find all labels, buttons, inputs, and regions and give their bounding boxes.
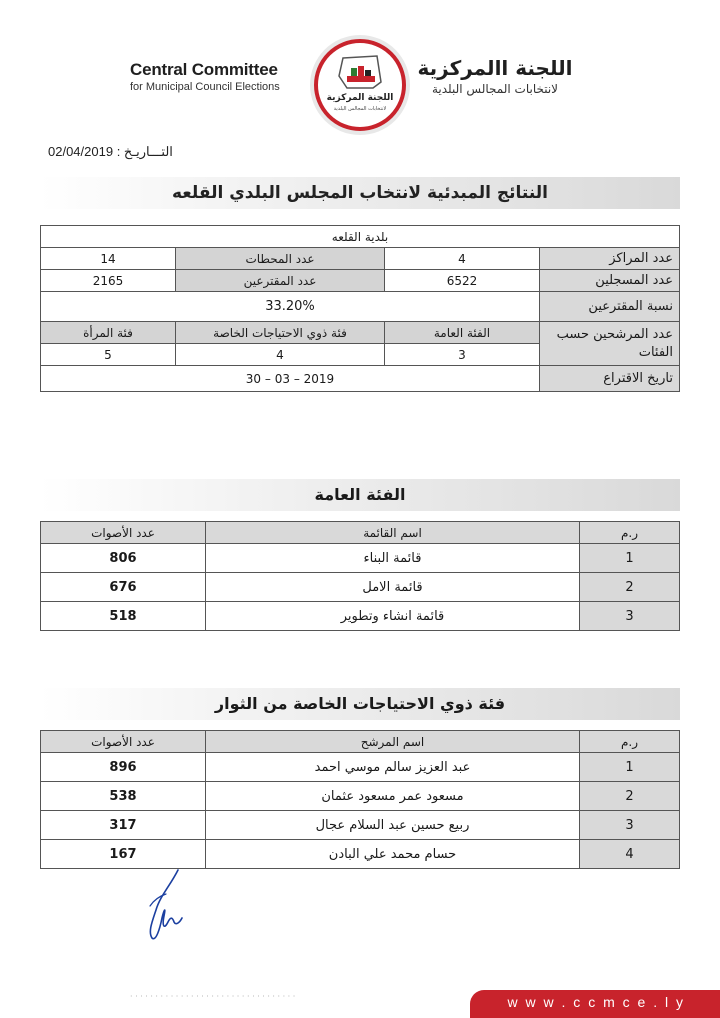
turnout-label: نسبة المقترعين	[540, 292, 680, 322]
english-title-line1: Central Committee	[130, 60, 278, 79]
vote-count: 538	[41, 782, 206, 811]
arabic-title-line2: لانتخابات المجالس البلدية	[431, 82, 559, 96]
footer-website: w w w . c c m c e . l y	[507, 994, 685, 1010]
table-row	[41, 602, 680, 631]
vote-count: 317	[41, 811, 206, 840]
list-name: قائمة انشاء وتطوير	[206, 602, 580, 631]
vote-count: 518	[41, 602, 206, 631]
table-row	[41, 811, 680, 840]
centers-value: 4	[385, 248, 540, 270]
stations-label: عدد المحطات	[176, 248, 385, 270]
candidate-name: ربيع حسين عبد السلام عجال	[206, 811, 580, 840]
document-date: التـــاريـخ : 02/04/2019	[48, 144, 173, 159]
english-title-line2: for Municipal Council Elections	[130, 81, 280, 93]
category-special-label: فئة ذوي الاحتياجات الخاصة	[176, 322, 385, 344]
general-col-name: اسم القائمة	[206, 522, 580, 544]
decorative-dots: · · · · · · · · · · · · · · · · · · · · · · · · · · · · · · · · ·	[130, 992, 296, 1001]
special-col-votes: عدد الأصوات	[41, 731, 206, 753]
voters-label: عدد المقترعين	[176, 270, 385, 292]
general-results-table	[40, 521, 680, 631]
table-row	[41, 782, 680, 811]
row-number: 3	[580, 811, 680, 840]
general-col-votes: عدد الأصوات	[41, 522, 206, 544]
vote-date-label: تاريخ الاقتراع	[540, 366, 680, 392]
vote-date-value: 2019 – 03 – 30	[41, 366, 540, 392]
candidate-name: حسام محمد علي البادن	[206, 840, 580, 869]
row-number: 3	[580, 602, 680, 631]
general-category-heading: الفئة العامة	[40, 479, 680, 511]
results-title: النتائج المبدئية لانتخاب المجلس البلدي القلعه	[40, 177, 680, 209]
list-name: قائمة الامل	[206, 573, 580, 602]
summary-table	[40, 225, 680, 392]
category-women-value: 5	[41, 344, 176, 366]
general-col-num: ر.م	[580, 522, 680, 544]
row-number: 1	[580, 544, 680, 573]
stations-value: 14	[41, 248, 176, 270]
committee-logo	[307, 32, 413, 138]
municipality-name: بلدية القلعه	[41, 226, 680, 248]
special-results-table	[40, 730, 680, 869]
category-women-label: فئة المرأة	[41, 322, 176, 344]
candidate-name: مسعود عمر مسعود عثمان	[206, 782, 580, 811]
registered-label: عدد المسجلين	[540, 270, 680, 292]
row-number: 2	[580, 782, 680, 811]
row-number: 4	[580, 840, 680, 869]
category-general-value: 3	[385, 344, 540, 366]
row-number: 1	[580, 753, 680, 782]
vote-count: 167	[41, 840, 206, 869]
signature-image	[130, 866, 200, 946]
logo-text-line1: اللجنة المركزية	[326, 93, 394, 103]
vote-count: 676	[41, 573, 206, 602]
list-name: قائمة البناء	[206, 544, 580, 573]
candidate-name: عبد العزيز سالم موسي احمد	[206, 753, 580, 782]
centers-label: عدد المراكز	[540, 248, 680, 270]
special-col-name: اسم المرشح	[206, 731, 580, 753]
category-special-value: 4	[176, 344, 385, 366]
special-col-num: ر.م	[580, 731, 680, 753]
voters-value: 2165	[41, 270, 176, 292]
row-number: 2	[580, 573, 680, 602]
english-committee-name	[130, 60, 290, 93]
vote-count: 806	[41, 544, 206, 573]
page-header	[0, 30, 720, 135]
table-row	[41, 753, 680, 782]
vote-count: 896	[41, 753, 206, 782]
table-row	[41, 544, 680, 573]
special-category-heading: فئة ذوي الاحتياجات الخاصة من الثوار	[40, 688, 680, 720]
category-general-label: الفئة العامة	[385, 322, 540, 344]
table-row	[41, 573, 680, 602]
candidates-label: عدد المرشحين حسب الفئات	[540, 322, 680, 366]
registered-value: 6522	[385, 270, 540, 292]
arabic-title-line1: اللجنة االمركزية	[417, 56, 573, 80]
turnout-value: 33.20%	[41, 292, 540, 322]
logo-text-line2: لانتخابات المجالس البلدية	[333, 106, 387, 112]
arabic-committee-name	[410, 56, 580, 96]
table-row	[41, 840, 680, 869]
